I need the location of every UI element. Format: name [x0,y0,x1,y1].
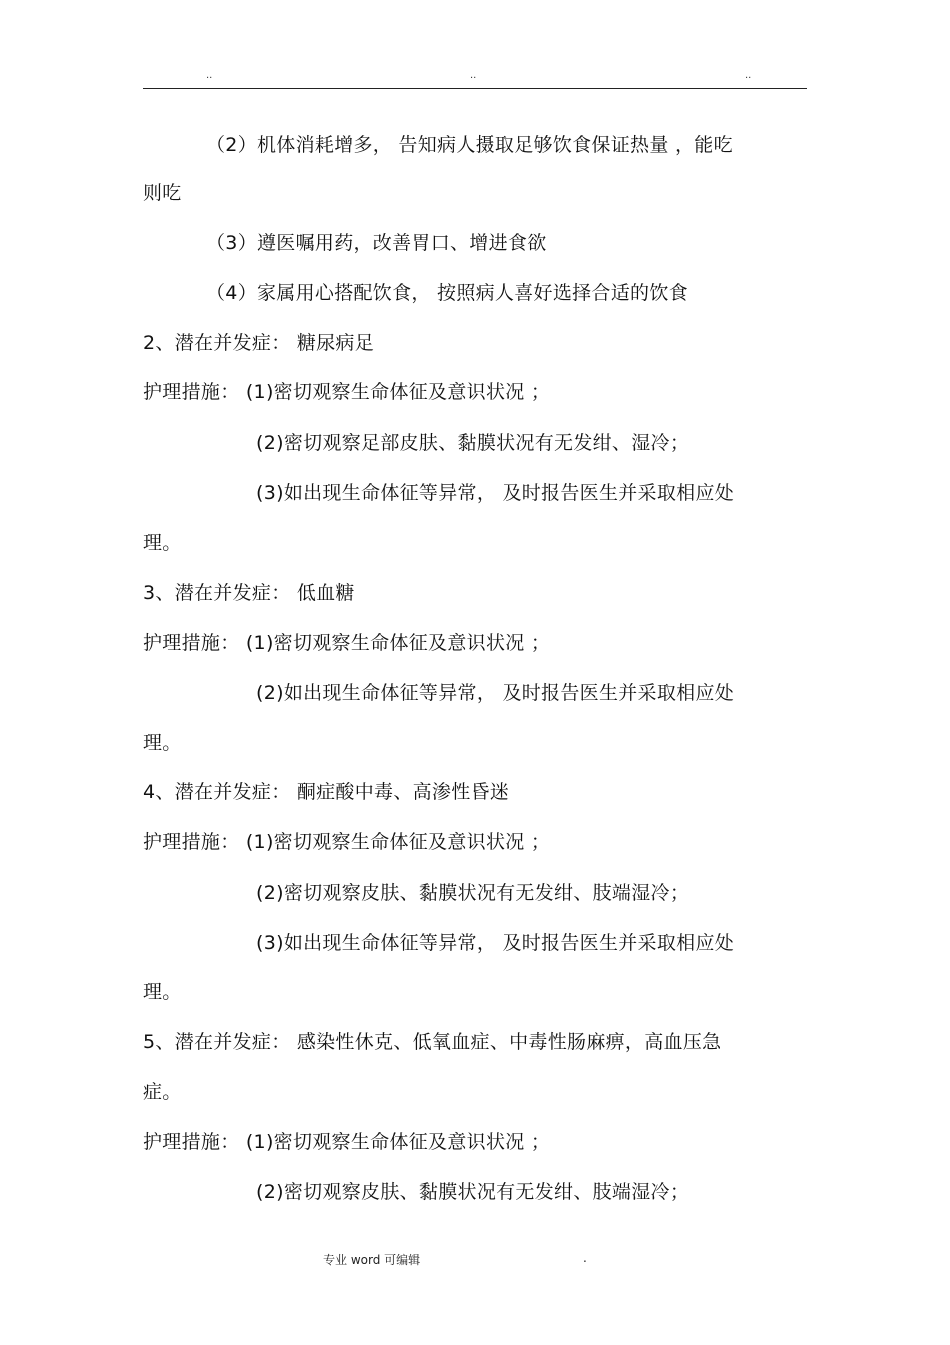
paragraph-line: 护理措施： (1)密切观察生命体征及意识状况 ； [143,381,551,403]
paragraph-line: 护理措施： (1)密切观察生命体征及意识状况 ； [143,831,551,853]
paragraph-line: (2)密切观察皮肤、黏膜状况有无发绀、肢端湿冷； [256,1181,690,1203]
paragraph-line: (2)密切观察足部皮肤、黏膜状况有无发绀、湿冷； [256,432,690,454]
paragraph-line: 护理措施： (1)密切观察生命体征及意识状况 ； [143,1131,551,1153]
section-heading: 2、潜在并发症： 糖尿病足 [143,332,375,354]
paragraph-line: 护理措施： (1)密切观察生命体征及意识状况 ； [143,632,551,654]
footer-mark: . [583,1251,587,1265]
header-mark-right: .. [745,70,752,81]
paragraph-line: （2）机体消耗增多， 告知病人摄取足够饮食保证热量 ，能吃 [206,134,733,156]
paragraph-line: （4）家属用心搭配饮食， 按照病人喜好选择合适的饮食 [206,282,688,304]
paragraph-line: 理。 [143,981,182,1003]
paragraph-line: 症。 [143,1081,182,1103]
footer-text: 专业 word 可编辑 [323,1253,421,1267]
header-rule [143,88,807,89]
section-heading: 3、潜在并发症： 低血糖 [143,582,355,604]
paragraph-line: （3）遵医嘱用药，改善胃口、增进食欲 [206,232,547,254]
paragraph-line: (3)如出现生命体征等异常， 及时报告医生并采取相应处 [256,932,735,954]
section-heading: 5、潜在并发症： 感染性休克、低氧血症、中毒性肠麻痹，高血压急 [143,1031,722,1053]
header-mark-center: .. [470,70,477,81]
paragraph-line: 理。 [143,532,182,554]
paragraph-line: 理。 [143,732,182,754]
paragraph-line: (2)如出现生命体征等异常， 及时报告医生并采取相应处 [256,682,735,704]
header-mark-left: .. [206,70,213,81]
paragraph-line: (2)密切观察皮肤、黏膜状况有无发绀、肢端湿冷； [256,882,690,904]
paragraph-line: (3)如出现生命体征等异常， 及时报告医生并采取相应处 [256,482,735,504]
paragraph-line: 则吃 [143,182,182,204]
section-heading: 4、潜在并发症： 酮症酸中毒、高渗性昏迷 [143,781,510,803]
